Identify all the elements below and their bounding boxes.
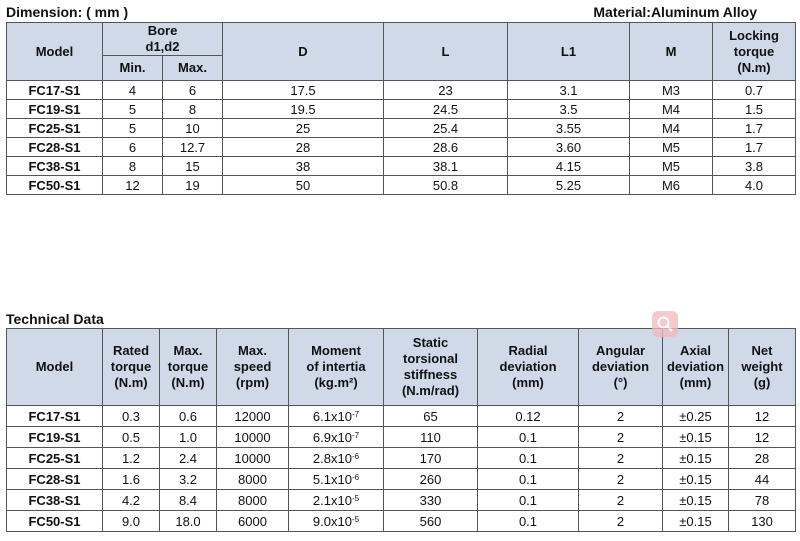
cell-m: M3 <box>630 81 713 100</box>
cell-l: 23 <box>384 81 508 100</box>
header-line: of intertia <box>306 359 366 374</box>
cell-max-speed: 10000 <box>217 448 289 469</box>
dimension-title: Dimension: ( mm ) <box>6 4 129 20</box>
technical-table <box>6 328 796 532</box>
cell-rated: 0.5 <box>103 427 160 448</box>
inertia-exponent: -5 <box>351 493 360 503</box>
cell-m: M5 <box>630 157 713 176</box>
material-label: Material:Aluminum Alloy <box>593 4 757 20</box>
cell-angular: 2 <box>579 427 663 448</box>
table-row <box>7 176 796 195</box>
inertia-exponent: -7 <box>351 409 360 419</box>
cell-radial: 0.1 <box>478 427 579 448</box>
cell-inertia <box>289 490 384 511</box>
cell-rated: 1.6 <box>103 469 160 490</box>
header-static <box>384 329 478 406</box>
header-line: Angular <box>595 343 646 358</box>
table-row <box>7 406 796 427</box>
cell-l1: 5.25 <box>508 176 630 195</box>
header-line: Rated <box>112 343 150 358</box>
header-bore-min: Min. <box>103 56 163 81</box>
cell-inertia <box>289 511 384 532</box>
cell-l1: 3.55 <box>508 119 630 138</box>
cell-model: FC38-S1 <box>7 157 103 176</box>
cell-inertia <box>289 469 384 490</box>
cell-angular: 2 <box>579 448 663 469</box>
cell-max-speed: 12000 <box>217 406 289 427</box>
cell-radial: 0.12 <box>478 406 579 427</box>
cell-model: FC19-S1 <box>7 427 103 448</box>
header-axial <box>663 329 729 406</box>
header-line: (mm) <box>679 375 712 390</box>
cell-inertia <box>289 406 384 427</box>
header-line: Moment <box>311 343 361 358</box>
cell-locking-torque: 1.7 <box>713 119 796 138</box>
header-line: weight <box>741 359 783 374</box>
cell-bore-min: 4 <box>103 81 163 100</box>
cell-stiffness: 65 <box>384 406 478 427</box>
cell-axial: ±0.15 <box>663 511 729 532</box>
header-line: Net <box>751 343 773 358</box>
cell-m: M6 <box>630 176 713 195</box>
cell-model: FC28-S1 <box>7 469 103 490</box>
inertia-exponent: -7 <box>351 430 360 440</box>
cell-rated: 1.2 <box>103 448 160 469</box>
cell-bore-max: 12.7 <box>163 138 223 157</box>
header-line: Model <box>35 359 74 374</box>
header-bore <box>103 23 223 56</box>
cell-bore-max: 19 <box>163 176 223 195</box>
header-l1: L1 <box>508 23 630 81</box>
cell-l1: 3.5 <box>508 100 630 119</box>
inertia-base: 2.8x10 <box>312 450 352 466</box>
header-line: torque <box>167 359 209 374</box>
cell-max-speed: 10000 <box>217 427 289 448</box>
technical-table-body <box>7 406 796 532</box>
cell-axial: ±0.15 <box>663 490 729 511</box>
cell-m: M4 <box>630 100 713 119</box>
cell-max-torque: 3.2 <box>160 469 217 490</box>
inertia-exponent: -6 <box>351 472 360 482</box>
table-row <box>7 448 796 469</box>
cell-model: FC17-S1 <box>7 406 103 427</box>
header-locking-line: (N.m) <box>737 59 771 75</box>
header-line: Radial <box>508 343 548 358</box>
search-icon <box>652 311 678 337</box>
cell-max-speed: 8000 <box>217 490 289 511</box>
cell-locking-torque: 3.8 <box>713 157 796 176</box>
header-line: stiffness <box>403 367 458 382</box>
cell-model: FC50-S1 <box>7 511 103 532</box>
header-locking-torque <box>713 23 796 81</box>
cell-bore-max: 8 <box>163 100 223 119</box>
cell-l: 38.1 <box>384 157 508 176</box>
cell-weight: 44 <box>729 469 796 490</box>
cell-axial: ±0.15 <box>663 469 729 490</box>
table-row <box>7 490 796 511</box>
cell-inertia <box>289 448 384 469</box>
table-row <box>7 100 796 119</box>
cell-angular: 2 <box>579 490 663 511</box>
header-m: M <box>630 23 713 81</box>
header-bore-max: Max. <box>163 56 223 81</box>
cell-radial: 0.1 <box>478 511 579 532</box>
header-moment <box>289 329 384 406</box>
header-line: Static <box>412 335 449 350</box>
cell-m: M5 <box>630 138 713 157</box>
header-model: Model <box>7 23 103 81</box>
cell-max-torque: 8.4 <box>160 490 217 511</box>
inertia-base: 5.1x10 <box>312 471 352 487</box>
cell-d: 50 <box>223 176 384 195</box>
cell-model: FC28-S1 <box>7 138 103 157</box>
table-row <box>7 157 796 176</box>
cell-model: FC50-S1 <box>7 176 103 195</box>
header-line: deviation <box>499 359 557 374</box>
cell-l: 25.4 <box>384 119 508 138</box>
cell-bore-min: 12 <box>103 176 163 195</box>
header-line: deviation <box>666 359 725 374</box>
cell-weight: 78 <box>729 490 796 511</box>
cell-model: FC17-S1 <box>7 81 103 100</box>
cell-d: 17.5 <box>223 81 384 100</box>
header-max-speed <box>217 329 289 406</box>
inertia-exponent: -6 <box>351 451 360 461</box>
cell-m: M4 <box>630 119 713 138</box>
header-line: (mm) <box>512 375 544 390</box>
cell-angular: 2 <box>579 406 663 427</box>
cell-d: 19.5 <box>223 100 384 119</box>
cell-max-torque: 18.0 <box>160 511 217 532</box>
cell-model: FC38-S1 <box>7 490 103 511</box>
cell-model: FC25-S1 <box>7 119 103 138</box>
cell-rated: 4.2 <box>103 490 160 511</box>
header-line: (rpm) <box>235 375 270 390</box>
cell-model: FC19-S1 <box>7 100 103 119</box>
cell-radial: 0.1 <box>478 490 579 511</box>
header-line: Max. <box>173 343 203 358</box>
cell-d: 25 <box>223 119 384 138</box>
cell-l1: 4.15 <box>508 157 630 176</box>
header-angular <box>579 329 663 406</box>
cell-weight: 130 <box>729 511 796 532</box>
header-line: (g) <box>753 375 771 390</box>
cell-max-speed: 6000 <box>217 511 289 532</box>
inertia-base: 2.1x10 <box>312 492 352 508</box>
inertia-base: 6.9x10 <box>312 429 352 445</box>
cell-bore-min: 5 <box>103 100 163 119</box>
cell-stiffness: 330 <box>384 490 478 511</box>
header-max-torque <box>160 329 217 406</box>
header-locking-line: torque <box>733 43 775 59</box>
header-line: (kg.m²) <box>314 375 358 390</box>
technical-header-row <box>7 329 796 406</box>
header-bore-line: d1,d2 <box>145 39 180 54</box>
cell-l: 50.8 <box>384 176 508 195</box>
table-row <box>7 469 796 490</box>
cell-stiffness: 170 <box>384 448 478 469</box>
cell-bore-min: 8 <box>103 157 163 176</box>
cell-bore-max: 10 <box>163 119 223 138</box>
cell-rated: 0.3 <box>103 406 160 427</box>
cell-stiffness: 110 <box>384 427 478 448</box>
table-row <box>7 138 796 157</box>
cell-locking-torque: 1.5 <box>713 100 796 119</box>
cell-bore-max: 6 <box>163 81 223 100</box>
cell-stiffness: 560 <box>384 511 478 532</box>
cell-angular: 2 <box>579 469 663 490</box>
cell-d: 28 <box>223 138 384 157</box>
header-line: torsional <box>403 351 458 366</box>
header-line: (N.m) <box>171 375 205 390</box>
cell-max-torque: 2.4 <box>160 448 217 469</box>
cell-max-speed: 8000 <box>217 469 289 490</box>
cell-bore-min: 5 <box>103 119 163 138</box>
cell-l: 28.6 <box>384 138 508 157</box>
header-line: torque <box>110 359 152 374</box>
cell-locking-torque: 1.7 <box>713 138 796 157</box>
header-radial <box>478 329 579 406</box>
table-row <box>7 511 796 532</box>
header-locking-line: Locking <box>729 27 779 43</box>
cell-model: FC25-S1 <box>7 448 103 469</box>
table-row <box>7 119 796 138</box>
cell-max-torque: 0.6 <box>160 406 217 427</box>
table-row <box>7 427 796 448</box>
technical-title: Technical Data <box>6 311 104 327</box>
inertia-exponent: -5 <box>351 514 360 524</box>
dimension-table-body <box>7 81 796 195</box>
cell-inertia <box>289 427 384 448</box>
cell-stiffness: 260 <box>384 469 478 490</box>
header-bore-line: Bore <box>147 23 178 38</box>
header-model <box>7 329 103 406</box>
header-net <box>729 329 796 406</box>
header-d: D <box>223 23 384 81</box>
cell-axial: ±0.15 <box>663 427 729 448</box>
cell-l1: 3.60 <box>508 138 630 157</box>
cell-locking-torque: 0.7 <box>713 81 796 100</box>
header-rated <box>103 329 160 406</box>
cell-d: 38 <box>223 157 384 176</box>
cell-l1: 3.1 <box>508 81 630 100</box>
inertia-base: 6.1x10 <box>312 408 352 424</box>
cell-locking-torque: 4.0 <box>713 176 796 195</box>
cell-weight: 28 <box>729 448 796 469</box>
header-line: (N.m) <box>114 375 148 390</box>
cell-rated: 9.0 <box>103 511 160 532</box>
cell-radial: 0.1 <box>478 448 579 469</box>
cell-l: 24.5 <box>384 100 508 119</box>
header-l: L <box>384 23 508 81</box>
table-row <box>7 81 796 100</box>
cell-bore-max: 15 <box>163 157 223 176</box>
cell-axial: ±0.25 <box>663 406 729 427</box>
header-line: (N.m/rad) <box>401 383 460 398</box>
cell-weight: 12 <box>729 427 796 448</box>
header-line: speed <box>233 359 272 374</box>
inertia-base: 9.0x10 <box>312 513 352 529</box>
cell-max-torque: 1.0 <box>160 427 217 448</box>
header-line: (°) <box>613 375 628 390</box>
cell-axial: ±0.15 <box>663 448 729 469</box>
header-line: Axial <box>679 343 712 358</box>
cell-radial: 0.1 <box>478 469 579 490</box>
dimension-table <box>6 22 796 195</box>
header-line: deviation <box>591 359 650 374</box>
cell-angular: 2 <box>579 511 663 532</box>
cell-bore-min: 6 <box>103 138 163 157</box>
header-line: Max. <box>238 343 267 358</box>
cell-weight: 12 <box>729 406 796 427</box>
